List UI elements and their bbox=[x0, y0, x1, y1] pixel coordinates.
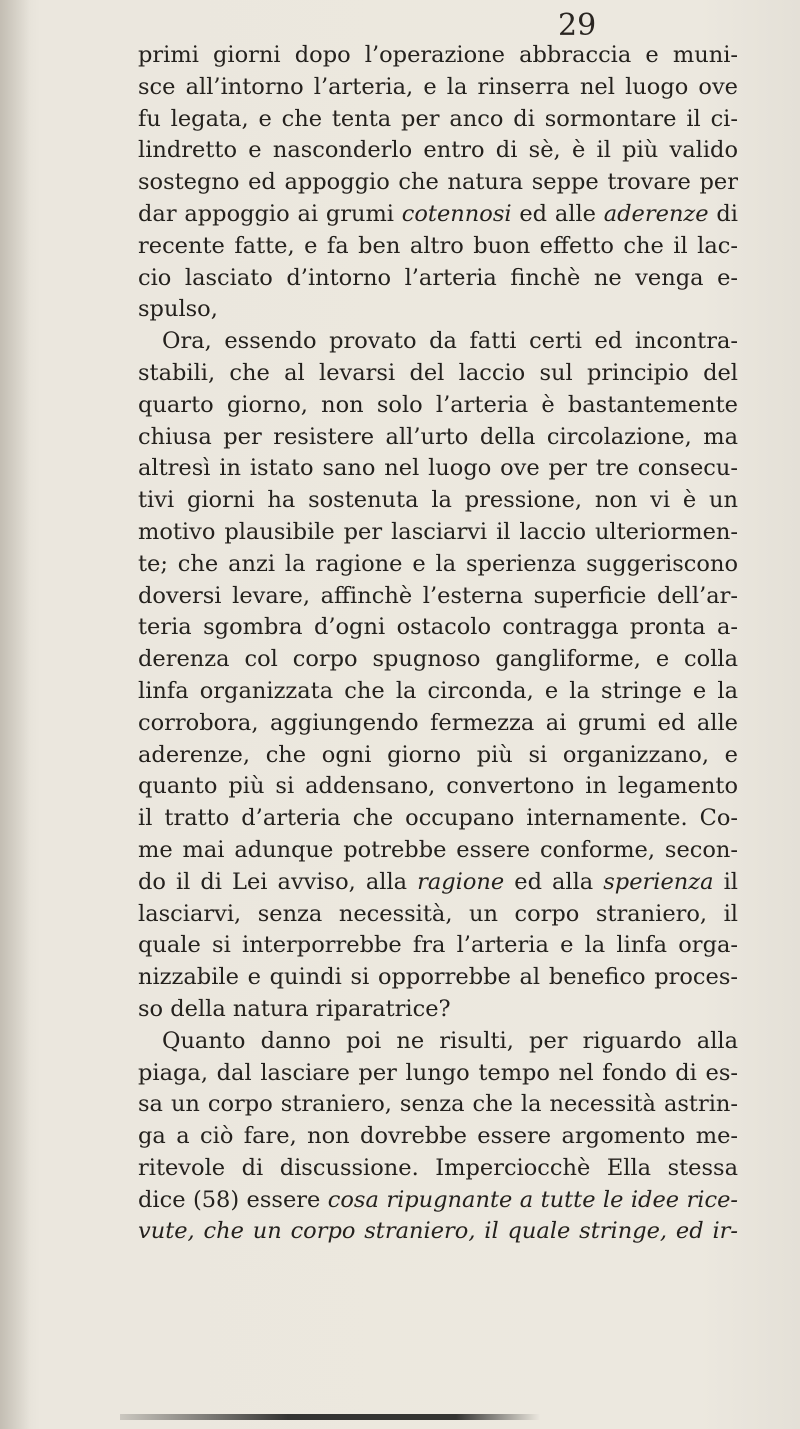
text-line: piaga, dal lasciare per lungo tempo nel fondo di es- bbox=[138, 1059, 738, 1086]
text-line: sce all’intorno l’arteria, e la rinserra nel luogo ove bbox=[138, 73, 738, 100]
text-line: so della natura riparatrice? bbox=[138, 995, 451, 1022]
text-line: Ora, essendo provato da fatti certi ed incontra- bbox=[162, 328, 738, 355]
text-line: teria sgombra d’ogni ostacolo contragga pronta a- bbox=[138, 614, 738, 641]
text-line: altresì in istato sano nel luogo ove per tre consecu- bbox=[138, 455, 738, 482]
text-line: te; che anzi la ragione e la sperienza suggeriscono bbox=[138, 550, 738, 577]
text-line: ga a ciò fare, non dovrebbe essere argomento me- bbox=[138, 1123, 738, 1150]
italic-term: sperienza bbox=[603, 868, 714, 895]
text-line: quarto giorno, non solo l’arteria è bastantemente bbox=[138, 391, 738, 418]
text-line: motivo plausibile per lasciarvi il laccio ulteriormen- bbox=[138, 518, 738, 545]
scan-edge-shadow bbox=[120, 1414, 540, 1420]
italic-quote: , il quale stringe, ed ir- bbox=[468, 1218, 738, 1245]
text-line: derenza col corpo spugnoso gangliforme, e colla bbox=[138, 646, 738, 673]
text-line: fu legata, e che tenta per anco di sormontare il ci- bbox=[138, 105, 738, 132]
text-line: il tratto d’arteria che occupano internamente. Co- bbox=[138, 805, 738, 832]
page-gutter-shadow bbox=[0, 0, 30, 1429]
text-line: aderenze, che ogni giorno più si organizzano, e bbox=[138, 741, 738, 768]
text-line: sostegno ed appoggio che natura seppe trovare per bbox=[138, 169, 738, 196]
text-line: primi giorni dopo l’operazione abbraccia e muni- bbox=[138, 42, 738, 68]
text-line: stabili, che al levarsi del laccio sul principio del bbox=[138, 359, 738, 386]
text-line: corrobora, aggiungendo fermezza ai grumi ed alle bbox=[138, 709, 738, 736]
italic-term: aderenze bbox=[603, 200, 709, 227]
italic-quote: vute, che un corpo straniero bbox=[138, 1218, 469, 1245]
text-line: lindretto e nasconderlo entro di sè, è il più valido bbox=[138, 137, 738, 164]
text-line: ritevole di discussione. Imperciocchè Ella stessa bbox=[138, 1154, 738, 1181]
text-line bbox=[138, 1216, 738, 1248]
text-line: cio lasciato d’intorno l’arteria finchè ne venga e- bbox=[138, 264, 738, 291]
text-line: chiusa per resistere all’urto della circolazione, ma bbox=[138, 423, 738, 450]
text-line: spulso, bbox=[138, 296, 218, 323]
text-line: me mai adunque potrebbe essere conforme, secon- bbox=[138, 836, 738, 863]
text-line: dice (58) essere cosa ripugnante a tutte le idee rice- bbox=[138, 1186, 738, 1213]
text-line: lasciarvi, senza necessità, un corpo straniero, il bbox=[138, 900, 738, 927]
italic-term: ragione bbox=[417, 868, 505, 895]
body-text bbox=[138, 40, 738, 1248]
text-line: quanto più si addensano, convertono in legamento bbox=[138, 773, 738, 800]
text-line: quale si interporrebbe fra l’arteria e la linfa orga- bbox=[138, 932, 738, 959]
page-number: 29 bbox=[558, 8, 597, 43]
text-line: nizzabile e quindi si opporrebbe al benefico proces- bbox=[138, 964, 738, 991]
italic-quote: cosa ripugnante a tutte le idee rice- bbox=[327, 1186, 738, 1213]
text-line: sa un corpo straniero, senza che la necessità astrin- bbox=[138, 1091, 738, 1118]
italic-term: cotennosi bbox=[401, 200, 512, 227]
text-line: do il di Lei avviso, alla ragione ed alla sperienza il bbox=[138, 868, 738, 895]
text-line: tivi giorni ha sostenuta la pressione, non vi è un bbox=[138, 487, 738, 514]
text-line: recente fatte, e fa ben altro buon effetto che il lac- bbox=[138, 232, 738, 259]
text-line: dar appoggio ai grumi cotennosi ed alle aderenze di bbox=[138, 200, 738, 227]
text-line: linfa organizzata che la circonda, e la stringe e la bbox=[138, 677, 738, 704]
text-line: doversi levare, affinchè l’esterna superficie dell’ar- bbox=[138, 582, 738, 609]
text-line: Quanto danno poi ne risulti, per riguardo alla bbox=[162, 1027, 738, 1054]
